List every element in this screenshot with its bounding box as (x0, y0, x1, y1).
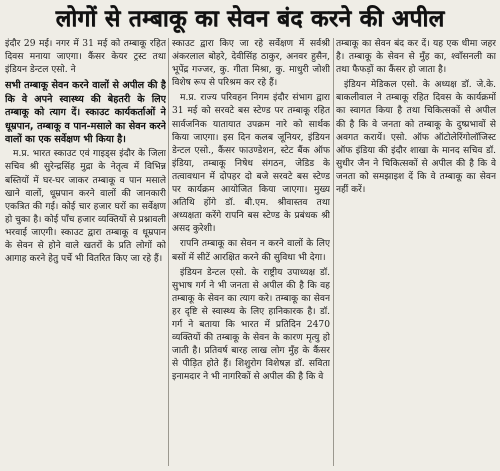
headline: लोगों से तम्बाकू का सेवन बंद करने की अपील (55, 6, 445, 32)
article-paragraph: तम्बाकू का सेवन बंद कर दें। यह एक धीमा जहर है। तम्बाकू के सेवन से मुँह का, श्वाँसनली का तथा फैफड़ों का कैंसर हो जाता है। (336, 39, 496, 76)
column-divider (168, 38, 169, 466)
article-paragraph: रापनि तम्बाकू का सेवन न करने वालों के लिए बसों में सीटें आरक्षित करने की सुविधा भी देगा। (172, 239, 330, 263)
column-divider (333, 38, 334, 466)
article-paragraph-highlight: सभी तम्बाकू सेवन करने वालों से अपील की है कि वे अपने स्वास्थ्य की बेहतरी के लिए तम्बाकू को त्याग दें। स्काउट कार्यकर्ताओं ने धूम्रपान, तम्बाकू व पान-मसाले का सेवन करने वालों का एक सर्वेक्षण भी किया है। (5, 80, 166, 145)
article-paragraph: इंडियन डेन्टल एसो. के राष्ट्रीय उपाध्यक्ष डॉ. सुभाष गर्ग ने भी जनता से अपील की है कि वह तम्बाकू के सेवन का त्याग करे। तम्बाकू का सेवन हर दृष्टि से स्वास्थ्य के लिए हानिकारक है। डॉ. गर्ग ने बताया कि भारत में प्रतिदिन 2470 व्यक्तियों की तम्बाकू के सेवन के कारण मृत्यु हो जाती है। प्रतिवर्ष बारह लाख लोग मुँह के कैंसर से पीड़ित होते हैं। शिशुरोग विशेषज्ञ डॉ. सविता इनामदार ने भी नागरिकों से अपील की है कि वे (172, 267, 330, 383)
article-column-2 (172, 38, 330, 466)
article-column-1 (5, 38, 166, 466)
article-paragraph: इंदौर 29 मई। नगर में 31 मई को तम्बाकू रहित दिवस मनाया जाएगा। कैंसर केयर ट्रस्ट तथा इंडियन डेन्टल एसो. ने (5, 39, 166, 76)
article-column-3 (336, 38, 496, 466)
article-paragraph: स्काउट द्वारा किए जा रहे सर्वेक्षण में सर्वश्री अंकरलाल बोहरे, देवीसिंह ठाकुर, अनवर हुसैन, भूपेंद्र गज्जर, कु. गीता मिश्रा, कु. माधुरी जोशी विशेष रूप से परिश्रम कर रहे हैं। (172, 39, 330, 89)
article-paragraph: म.प्र. राज्य परिवहन निगम इंदौर संभाग द्वारा 31 मई को सरवटे बस स्टेण्ड पर तम्बाकू रहित सार्वजनिक यातायात उपक्रम नारे को सार्थक किया जाएगा। इस दिन कलब जूनियर, इंडियन डेन्टल एसो., कैंसर फाउण्डेशन, स्टेट बैंक ऑफ इंडिया, तम्बाकू निषेध संगठन, जेडिड के तत्वावधान में दोपहर दो बजे सरवटे बस स्टेण्ड पर कार्यक्रम आयोजित किया जाएगा। मुख्य अतिथि होंगे डॉ. बी.एम. श्रीवास्तव तथा अध्यक्षता करेंगे रापनि बस स्टेण्ड के प्रबंधक श्री असद कुरेशी। (172, 93, 330, 235)
article-paragraph: म.प्र. भारत स्काउट एवं गाइड्स इंदौर के जिला सचिव श्री सुरेन्द्रसिंह मुद्रा के नेतृत्व में विभिन्न बस्तियों में घर-घर जाकर तम्बाकू व पान मसाले खाने वालों, धूम्रपान करने वालों की जानकारी एकत्रित की गई। कोई चार हजार घरों का सर्वेक्षण हो चुका है। कोई पाँच हजार व्यक्तियों से प्रश्नावली भरवाई जाएगी। स्काउट द्वारा तम्बाकू व धूम्रपान के सेवन से होने वाले खतरों के प्रति लोगों को आगाह करने हेतु पर्चे भी वितरित किए जा रहे हैं। (5, 149, 166, 265)
article-paragraph: इंडियन मेडिकल एसो. के अध्यक्ष डॉ. जे.के. बाकलीवाल ने तम्बाकू रहित दिवस के कार्यक्रमों का स्वागत किया है तथा चिकित्सकों से अपील की है कि वे जनता को तम्बाकू के दुष्प्रभावों से अवगत करायें। एसो. ऑफ ऑटोलेरिंगोलॉजिस्ट ऑफ इंडिया की इंदौर शाखा के मानद सचिव डॉ. सुधीर जैन ने चिकित्सकों से अपील की है कि वे जनता को समझाइश दें कि वे तम्बाकू का सेवन नहीं करें। (336, 80, 496, 196)
